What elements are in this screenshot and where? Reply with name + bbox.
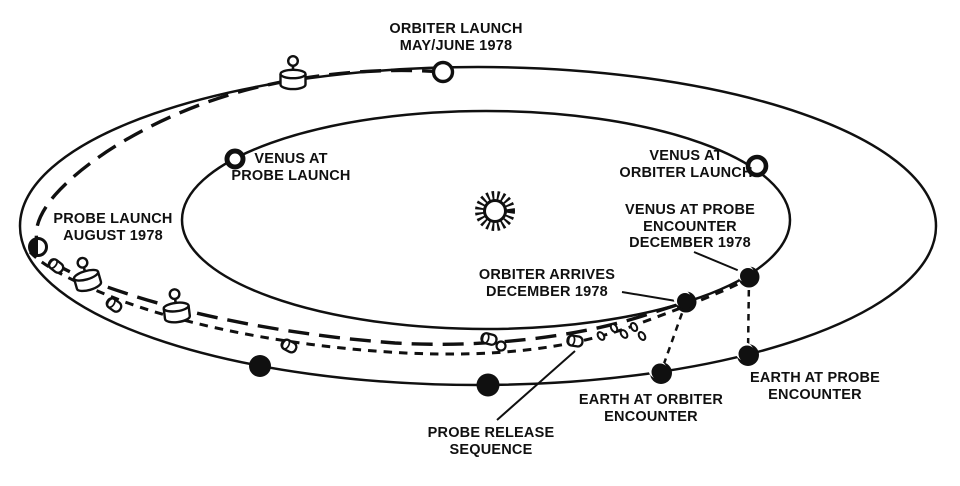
venus-at-probe-encounter-label [625, 202, 755, 252]
orbiter-launch-label [389, 21, 522, 55]
small-probe-icon [567, 335, 583, 347]
small-probe-icon [280, 338, 298, 354]
orbiter-arrives-leader [622, 292, 676, 301]
venus-at-probe-launch-label [231, 151, 350, 185]
venus-orbiter-launch-label-line: ORBITER LAUNCH [619, 165, 753, 181]
earth-at-orbiter-encounter-marker [649, 361, 673, 385]
mini-probe-icon [596, 331, 606, 341]
earth-position-marker [477, 374, 500, 397]
earth-at-orbiter-encounter-label [579, 392, 723, 426]
earth-orbiter-encounter-label-line: ENCOUNTER [604, 409, 698, 425]
mini-probe-icon [637, 331, 646, 341]
earth-probe-encounter-label-line: EARTH AT PROBE [749, 370, 881, 386]
venus-probe-launch-label-line: PROBE LAUNCH [231, 168, 351, 184]
venus-probe-encounter-label-line: ENCOUNTER [643, 218, 737, 235]
orbiter-trajectory-path [36, 70, 686, 344]
released-probe-icon [497, 342, 506, 351]
orbiter-spacecraft-icon [281, 56, 306, 89]
probe-bus-icon [162, 288, 191, 324]
probe-launch-label [53, 211, 172, 245]
orbiter-arrives-label [479, 267, 615, 301]
orbiter-launch-label-line: ORBITER LAUNCH [389, 21, 523, 37]
orbiter-arrives-label-line: ORBITER ARRIVES [478, 267, 616, 283]
venus-probe-encounter-label-line: VENUS AT PROBE [624, 202, 756, 218]
probe-release-label-line: PROBE RELEASE [427, 425, 555, 441]
earth-probe-encounter-label-line: ENCOUNTER [768, 387, 862, 403]
sun-icon [480, 196, 511, 227]
venus-orbiter-launch-label-line: VENUS AT [649, 148, 723, 164]
orbiter-launch-label-line: MAY/JUNE 1978 [399, 38, 513, 54]
earth-at-probe-encounter-label [750, 370, 880, 404]
earth-at-probe-launch-marker [30, 239, 47, 256]
earth-orbiter-encounter-label-line: EARTH AT ORBITER [578, 392, 724, 408]
earth-position-marker [249, 355, 271, 377]
earth-at-probe-encounter-marker [736, 343, 760, 367]
venus-probe-launch-label-line: VENUS AT [254, 151, 328, 167]
mini-probe-icon [630, 322, 639, 332]
probe-launch-label-line: PROBE LAUNCH [53, 211, 173, 227]
mini-probe-icon [619, 329, 629, 339]
small-probe-icon [47, 257, 65, 274]
small-probe-icon [105, 297, 123, 314]
probe-launch-label-line: AUGUST 1978 [63, 228, 163, 244]
venus-at-orbiter-launch-label [619, 148, 752, 182]
venus-probe-encounter-leader [694, 252, 742, 272]
orbiter-arrives-label-line: DECEMBER 1978 [486, 284, 608, 300]
venus-at-probe-encounter-marker [737, 265, 760, 288]
probe-release-sequence-label [428, 425, 555, 459]
probe-release-label-line: SEQUENCE [449, 442, 533, 458]
venus-probe-encounter-label-line: DECEMBER 1978 [629, 235, 751, 251]
probe-encounter-connector [748, 278, 749, 353]
orbiter-launch-marker [434, 63, 453, 82]
probe-bus-icon [69, 255, 102, 294]
